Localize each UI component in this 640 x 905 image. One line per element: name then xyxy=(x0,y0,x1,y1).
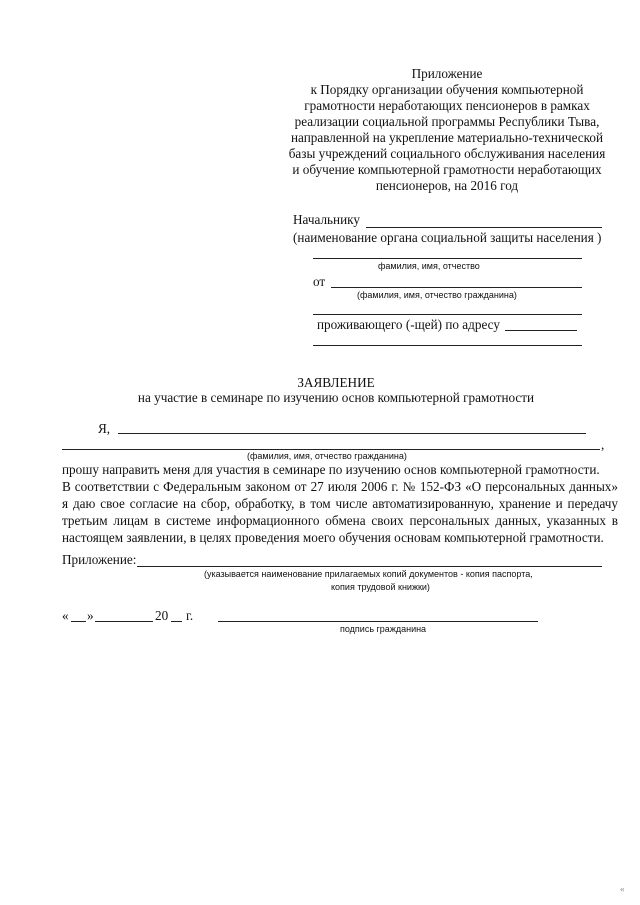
document-title: ЗАЯВЛЕНИЕ xyxy=(297,375,375,390)
address-blank-line-2[interactable] xyxy=(313,345,582,346)
i-label: Я, xyxy=(98,421,111,436)
applicant-name-line-2[interactable] xyxy=(62,449,600,450)
address-blank-line[interactable] xyxy=(505,330,577,331)
applicant-comma: , xyxy=(601,437,605,452)
applicant-name-line[interactable] xyxy=(118,433,586,434)
appendix-header xyxy=(282,66,612,194)
year-suffix: г. xyxy=(186,608,194,623)
appendix-line: грамотности неработающих пенсионеров в рамках xyxy=(304,98,590,113)
citizen-blank-line[interactable] xyxy=(313,314,582,315)
attachment-label: Приложение: xyxy=(62,552,137,567)
date-close-quote: » xyxy=(87,608,94,623)
signature-blank-line[interactable] xyxy=(218,621,538,622)
body-paragraph xyxy=(62,461,618,546)
from-label: от xyxy=(313,274,326,289)
appendix-line: и обучение компьютерной грамотности неработающих xyxy=(292,162,602,177)
body-line: третьим лицам в системе информационного обмена своих персональных данных, указанных в xyxy=(62,513,618,528)
body-line: В соответствии с Федеральным законом от 27 июля 2006 г. № 152-ФЗ «О персональных данных» xyxy=(62,479,618,494)
day-blank-line[interactable] xyxy=(71,621,86,622)
body-line: настоящем заявлении, в целях проведения моего обучения основам компьютерной грамотности. xyxy=(62,530,604,545)
residing-label: проживающего (-щей) по адресу xyxy=(317,317,500,332)
to-blank-line[interactable] xyxy=(366,227,602,228)
citizen-caption: (фамилия, имя, отчество гражданина) xyxy=(357,290,517,300)
attachment-blank-line[interactable] xyxy=(137,566,602,567)
year-blank-line[interactable] xyxy=(171,621,182,622)
body-line: прошу направить меня для участия в семинаре по изучению основ компьютерной грамотности. xyxy=(62,462,600,477)
appendix-line: базы учреждений социального обслуживания населения xyxy=(288,146,606,161)
name-caption: фамилия, имя, отчество xyxy=(378,261,480,271)
org-caption: (наименование органа социальной защиты населения ) xyxy=(293,230,602,245)
appendix-line: реализации социальной программы Республики Тыва, xyxy=(294,114,600,129)
attachment-caption-2: копия трудовой книжки) xyxy=(331,582,430,592)
document-subtitle: на участие в семинаре по изучению основ компьютерной грамотности xyxy=(137,390,535,405)
name-blank-line[interactable] xyxy=(313,258,582,259)
month-blank-line[interactable] xyxy=(95,621,153,622)
applicant-caption: (фамилия, имя, отчество гражданина) xyxy=(247,451,407,461)
appendix-line: к Порядку организации обучения компьютерной xyxy=(310,82,584,97)
to-label: Начальнику xyxy=(293,212,360,227)
date-open-quote: « xyxy=(62,608,69,623)
from-blank-line[interactable] xyxy=(331,287,582,288)
appendix-line: пенсионеров, на 2016 год xyxy=(375,178,519,193)
year-prefix: 20 xyxy=(155,608,169,623)
appendix-line: Приложение xyxy=(411,66,483,81)
appendix-line: направленной на укрепление материально-технической xyxy=(290,130,604,145)
body-line: я даю свое согласие на сбор, обработку, в том числе автоматизированную, хранение и передачу xyxy=(62,496,618,511)
corner-mark: « xyxy=(620,884,625,894)
attachment-caption-1: (указывается наименование прилагаемых копий документов - копия паспорта, xyxy=(204,569,533,579)
signature-caption: подпись гражданина xyxy=(340,624,427,634)
